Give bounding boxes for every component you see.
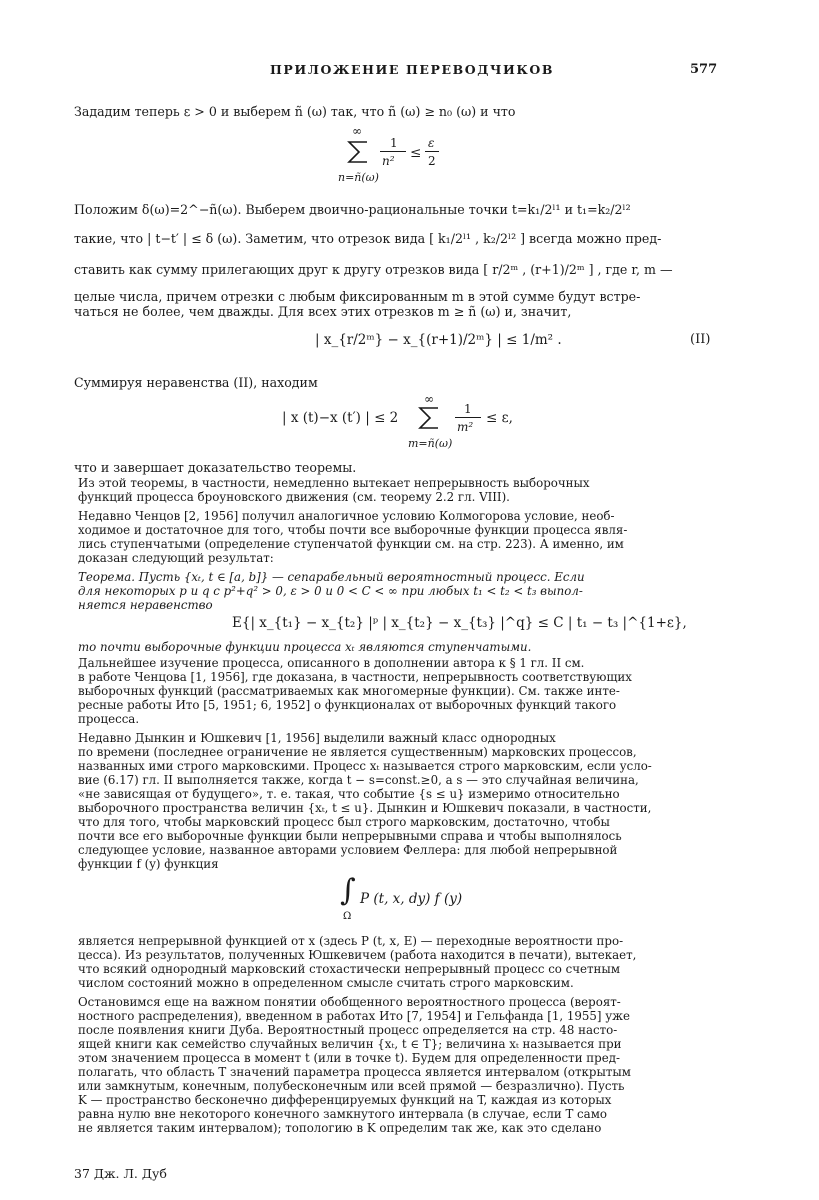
sum-lower-limit: n=ñ(ω) bbox=[338, 171, 379, 184]
text-line: Недавно Ченцов [2, 1956] получил аналогичное условию Колмогорова условие, необ- bbox=[78, 509, 615, 523]
text-line: Положим δ(ω)=2^−ñ(ω). Выберем двоично-рациональные точки t=k₁/2ˡ¹ и t₁=k₂/2ˡ² bbox=[74, 202, 631, 217]
integral-body: P (t, x, dy) f (y) bbox=[360, 891, 463, 907]
text-line: числом состояний можно в определенном смысле считать строго марковским. bbox=[78, 976, 574, 990]
text-line: Зададим теперь ε > 0 и выберем ñ (ω) так, что ñ (ω) ≥ n₀ (ω) и что bbox=[74, 104, 516, 119]
signature-mark: 37 Дж. Л. Дуб bbox=[74, 1166, 167, 1181]
theorem-formula: E{| x_{t₁} − x_{t₂} |ᵖ | x_{t₂} − x_{t₃} |^q} ≤ C | t₁ − t₃ |^{1+ε}, bbox=[232, 615, 687, 631]
text-line: Дальнейшее изучение процесса, описанного в дополнении автора к § 1 гл. II см. bbox=[78, 656, 585, 670]
text-line: не является таким интервалом); топологию в K определим так же, как это сделано bbox=[78, 1121, 602, 1135]
text-line: функции f (y) функция bbox=[78, 857, 219, 871]
rhs-numerator: ε bbox=[428, 136, 435, 150]
text-line: выборочного пространства величин {xₜ, t ≤ u}. Дынкин и Юшкевич показали, в частности, bbox=[78, 801, 652, 815]
equation-number: (II) bbox=[690, 332, 711, 347]
text-line: доказан следующий результат: bbox=[78, 551, 274, 565]
text-line: что всякий однородный марковский стохастически непрерывный процесс со счетным bbox=[78, 962, 620, 976]
text-line: названных ими строго марковскими. Процесс xₜ называется строго марковским, если усло- bbox=[78, 759, 652, 773]
text-line: в работе Ченцова [1, 1956], где доказана, в частности, непрерывность соответствующих bbox=[78, 670, 632, 684]
text-line: ящей книги как семейство случайных величин {xₜ, t ∈ T}; величина xₜ называется при bbox=[78, 1037, 622, 1051]
text-line: целые числа, причем отрезки с любым фиксированным m в этой сумме будут встре- bbox=[74, 289, 641, 304]
rhs-denominator: 2 bbox=[428, 154, 436, 168]
formula-inequality: | x_{r/2ᵐ} − x_{(r+1)/2ᵐ} | ≤ 1/m² . bbox=[315, 332, 562, 348]
text-line: цесса). Из результатов, полученных Юшкевичем (работа находится в печати), вытекает, bbox=[78, 948, 637, 962]
formula-rhs: ≤ ε, bbox=[486, 410, 513, 426]
text-line: этом значением процесса в момент t (или в точке t). Будем для определенности пред- bbox=[78, 1051, 620, 1065]
text-line: является непрерывной функцией от x (здесь P (t, x, E) — переходные вероятности про- bbox=[78, 934, 624, 948]
theorem-line: няется неравенство bbox=[78, 598, 213, 612]
text-line: K — пространство бесконечно дифференцируемых функций на T, каждая из которых bbox=[78, 1093, 612, 1107]
text-line: выборочных функций (рассматриваемых как многомерные функции). См. также инте- bbox=[78, 684, 620, 698]
text-line: ресные работы Ито [5, 1951; 6, 1952] о функционалах от выборочных функций такого bbox=[78, 698, 617, 712]
text-line: ходимое и достаточное для того, чтобы почти все выборочные функции процесса явля- bbox=[78, 523, 628, 537]
sum-sign-icon bbox=[347, 140, 369, 164]
text-line: что и завершает доказательство теоремы. bbox=[74, 460, 357, 475]
text-line: Остановимся еще на важном понятии обобщенного вероятностного процесса (вероят- bbox=[78, 995, 621, 1009]
text-line: такие, что | t−t′ | ≤ δ (ω). Заметим, что отрезок вида [ k₁/2ˡ¹ , k₂/2ˡ² ] всегда можно пред- bbox=[74, 231, 662, 246]
sum-upper-limit: ∞ bbox=[424, 392, 434, 406]
text-line: чаться не более, чем дважды. Для всех этих отрезков m ≥ ñ (ω) и, значит, bbox=[74, 304, 572, 319]
text-line: Суммируя неравенства (II), находим bbox=[74, 375, 318, 390]
text-line: или замкнутым, конечным, полубесконечным или всей прямой — безразлично). Пусть bbox=[78, 1079, 625, 1093]
theorem-line: для некоторых p и q с p²+q² > 0, ε > 0 и 0 < C < ∞ при любых t₁ < t₂ < t₃ выпол- bbox=[78, 584, 583, 598]
fraction-numerator: 1 bbox=[464, 402, 472, 416]
text-line: равна нулю вне некоторого конечного замкнутого интервала (в случае, если T само bbox=[78, 1107, 607, 1121]
text-line: лись ступенчатыми (определение ступенчатой функции см. на стр. 223). А именно, им bbox=[78, 537, 624, 551]
fraction-numerator: 1 bbox=[390, 136, 398, 150]
integral-lower-limit: Ω bbox=[343, 911, 352, 922]
sum-upper-limit: ∞ bbox=[352, 124, 362, 138]
fraction-denominator: n² bbox=[382, 154, 395, 168]
sum-lower-limit: m=ñ(ω) bbox=[408, 437, 453, 450]
theorem-conclusion: то почти выборочные функции процесса xₜ являются ступенчатыми. bbox=[78, 640, 532, 654]
text-line: следующее условие, названное авторами условием Феллера: для любой непрерывной bbox=[78, 843, 618, 857]
text-line: процесса. bbox=[78, 712, 140, 726]
fraction-bar bbox=[425, 151, 439, 152]
theorem-line: Теорема. Пусть {xₜ, t ∈ [a, b]} — сепарабельный вероятностный процесс. Если bbox=[78, 570, 585, 584]
text-line: после появления книги Дуба. Вероятностный процесс определяется на стр. 48 насто- bbox=[78, 1023, 618, 1037]
text-line: вие (6.17) гл. II выполняется также, когда t − s=const.≥0, а s — это случайная величина, bbox=[78, 773, 639, 787]
text-line: полагать, что область T значений параметра процесса является интервалом (открытым bbox=[78, 1065, 631, 1079]
text-line: ностного распределения), введенном в работах Ито [7, 1954] и Гельфанда [1, 1955] уже bbox=[78, 1009, 630, 1023]
formula-lhs: | x (t)−x (t′) | ≤ 2 bbox=[282, 410, 399, 426]
page-number: 577 bbox=[690, 62, 718, 77]
text-line: Из этой теоремы, в частности, немедленно вытекает непрерывность выборочных bbox=[78, 476, 590, 490]
text-line: что для того, чтобы марковский процесс был строго марковским, достаточно, чтобы bbox=[78, 815, 610, 829]
text-line: ставить как сумму прилегающих друг к другу отрезков вида [ r/2ᵐ , (r+1)/2ᵐ ] , где r, m — bbox=[74, 262, 673, 277]
relation-sign: ≤ bbox=[410, 145, 422, 161]
fraction-bar bbox=[380, 151, 406, 152]
text-line: функций процесса броуновского движения (см. теорему 2.2 гл. VIII). bbox=[78, 490, 510, 504]
sum-sign-icon bbox=[418, 406, 440, 430]
fraction-denominator: m² bbox=[457, 420, 474, 434]
running-title: ПРИЛОЖЕНИЕ ПЕРЕВОДЧИКОВ bbox=[270, 62, 555, 77]
text-line: по времени (последнее ограничение не является существенным) марковских процессов, bbox=[78, 745, 637, 759]
text-line: «не зависящая от будущего», т. е. такая, что событие {s ≤ u} измеримо относительно bbox=[78, 787, 620, 801]
fraction-bar bbox=[455, 417, 481, 418]
text-line: почти все его выборочные функции были непрерывными справа и чтобы выполнялось bbox=[78, 829, 622, 843]
integral-sign: ∫ bbox=[340, 873, 356, 908]
text-line: Недавно Дынкин и Юшкевич [1, 1956] выделили важный класс однородных bbox=[78, 731, 556, 745]
